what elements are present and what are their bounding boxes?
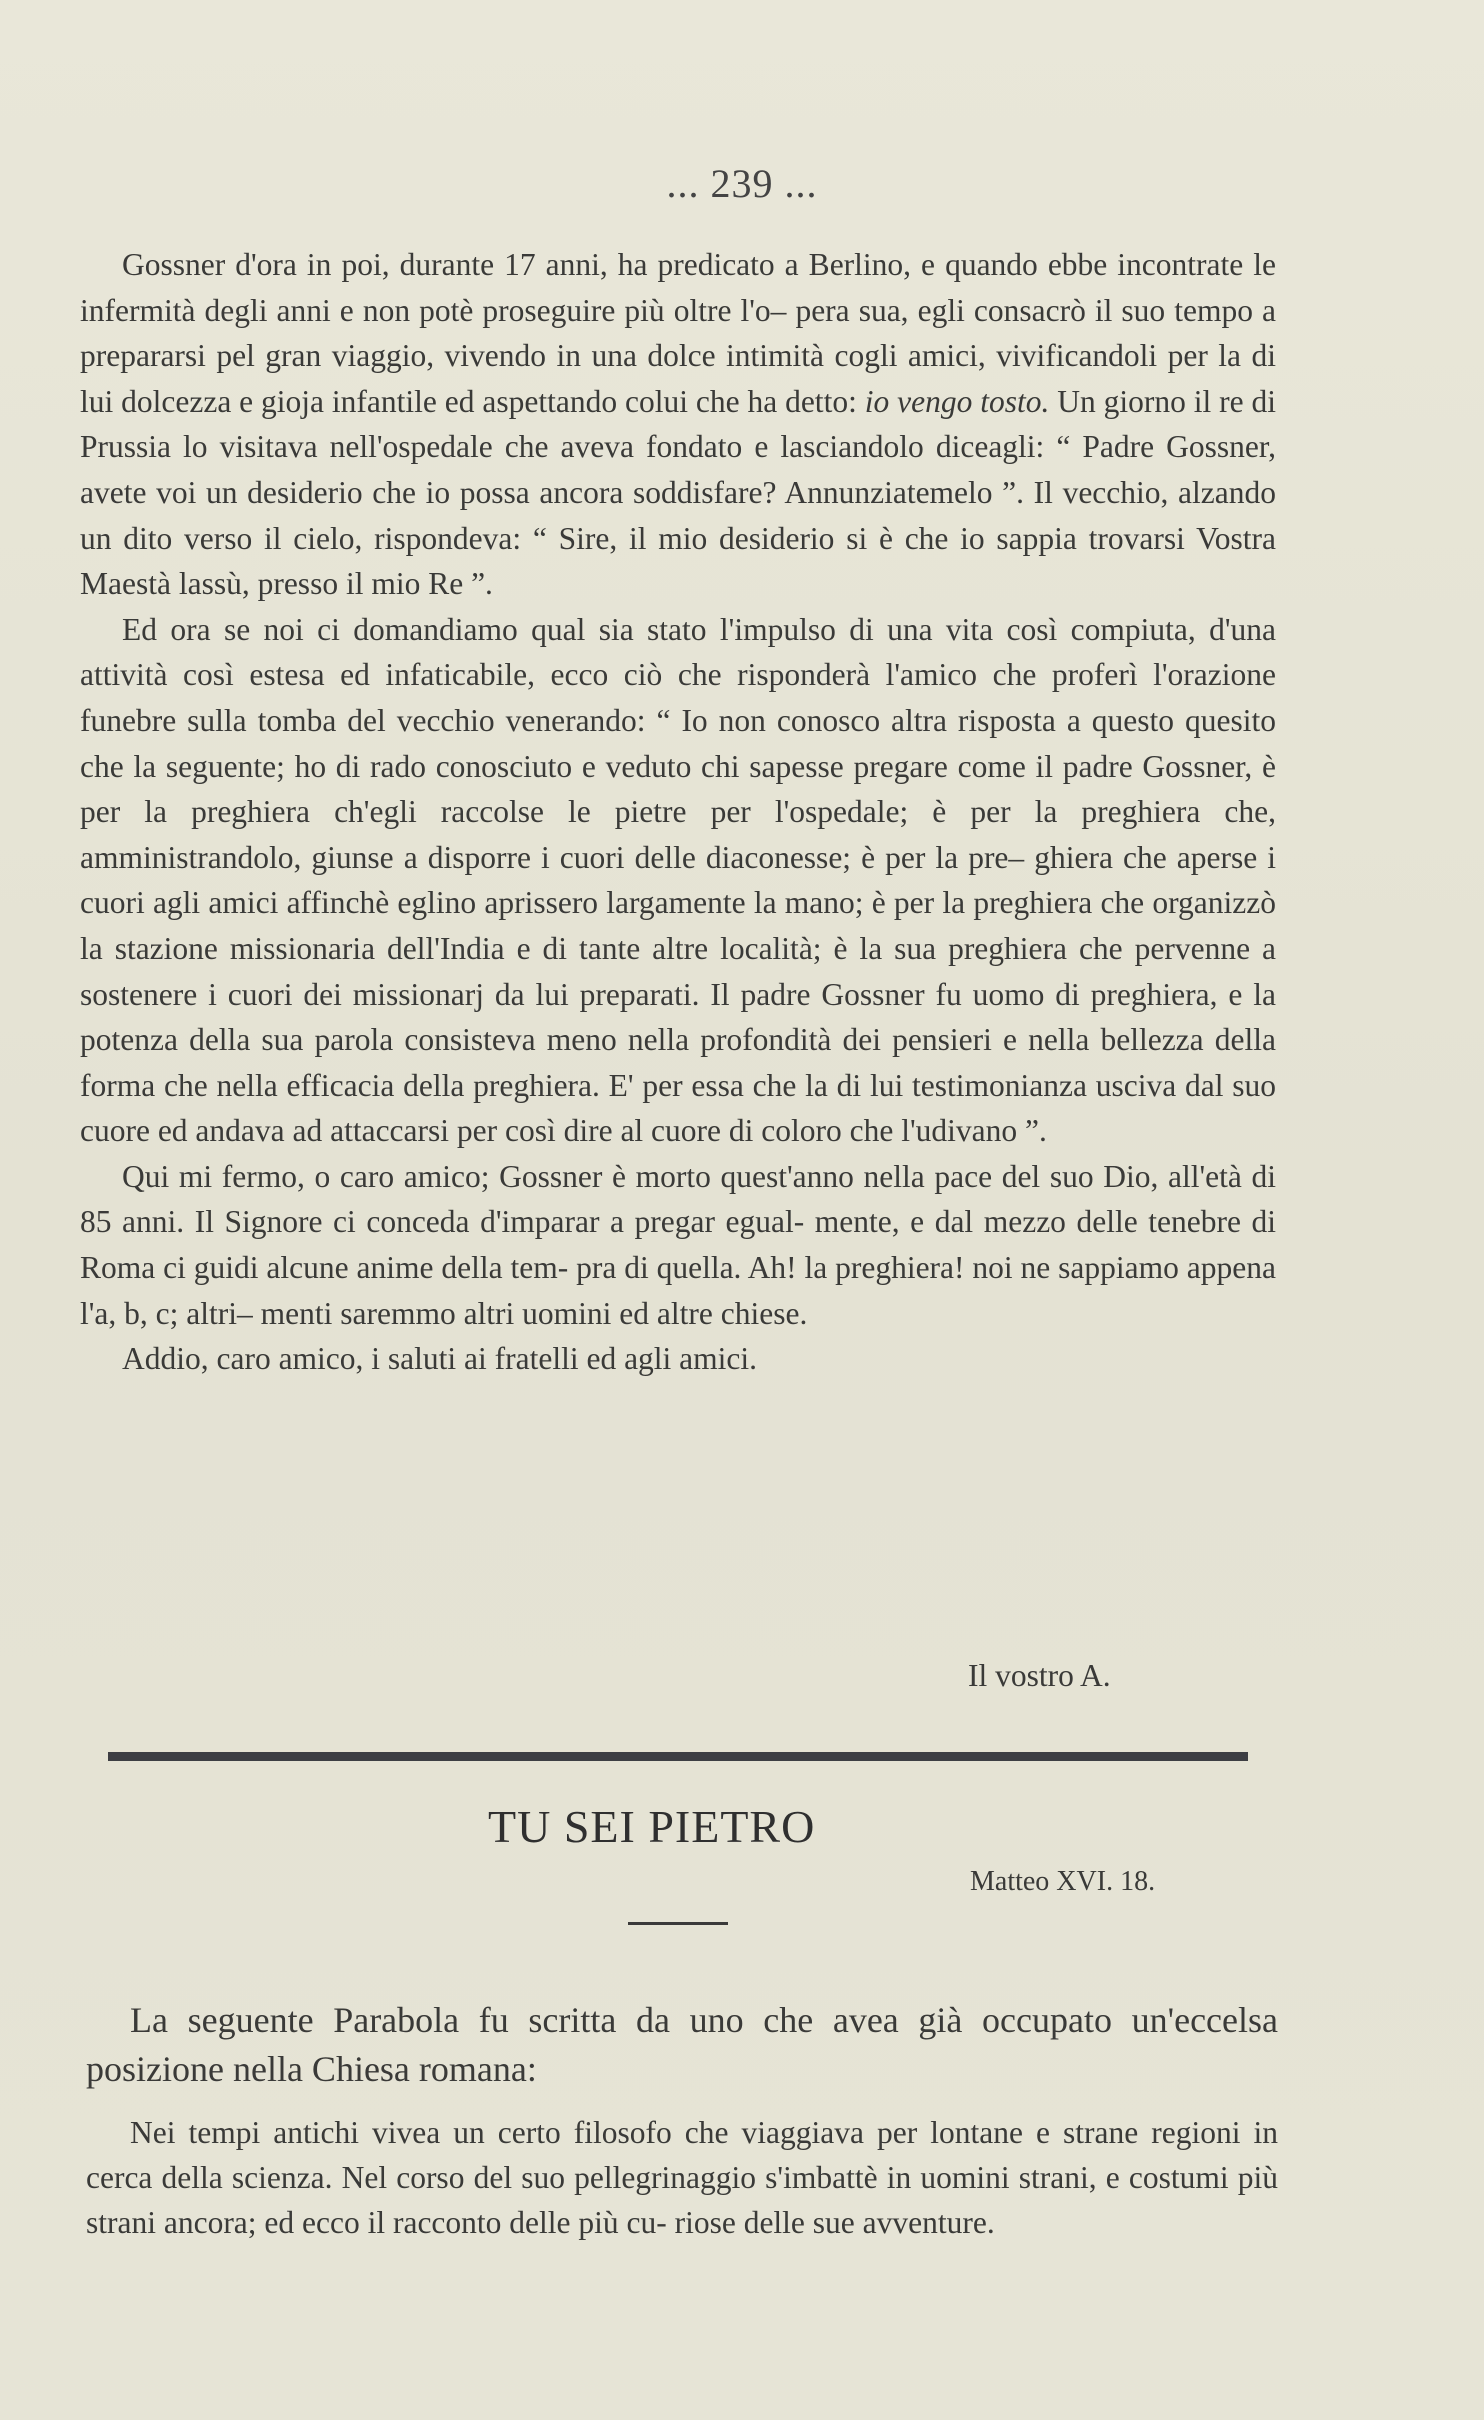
section-divider — [108, 1752, 1248, 1761]
letter-body — [80, 242, 1276, 1382]
quoted-phrase: io vengo tosto. — [864, 383, 1050, 419]
signature: Il vostro A. — [968, 1658, 1111, 1693]
letter-paragraph-4: Addio, caro amico, i saluti ai fratelli ed agli amici. — [122, 1341, 758, 1377]
title-underline — [628, 1922, 728, 1925]
story-paragraph: Nei tempi antichi vivea un certo filosofo che viaggiava per lontane e strane regioni in cerca della scienza. Nel corso del suo pellegrinaggio s'imbattè in uomini strani, e costumi più strani ancora; ed ecco il racconto delle più cu- riose delle sue avventure. — [86, 2115, 1278, 2240]
paragraph-1-text-a: Gossner d'ora in poi, durante 17 anni, ha predicato a Berlino, e quando ebbe incontrate le infermità degli anni e non potè proseguire più oltre l'o– pera sua, egli consacrò il suo tempo a prepararsi pel gran viaggio, vivendo in una dolce intimità cogli amici, vivificandoli per la di lui dolcezza e gioja infantile ed aspettando colui che ha detto: — [80, 247, 1276, 419]
letter-paragraph-3: Qui mi fermo, o caro amico; Gossner è morto quest'anno nella pace del suo Dio, all'età di 85 anni. Il Signore ci conceda d'imparar a pregar egual- mente, e dal mezzo delle tenebre di Roma ci guidi alcune anime della tem- pra di quella. Ah! la preghiera! noi ne sappiamo appena l'a, b, c; altri– menti saremmo altri uomini ed altre chiese. — [80, 1158, 1276, 1331]
letter-paragraph-2: Ed ora se noi ci domandiamo qual sia stato l'impulso di una vita così compiuta, d'una attività così estesa ed infaticabile, ecco ciò che risponderà l'amico che proferì l'orazione funebre sulla tomba del vecchio venerando: “ Io non conosco altra risposta a questo quesito che la seguente; ho di rado conosciuto e veduto chi sapesse pregare come il padre Gossner, è per la preghiera ch'egli raccolse le pietre per l'ospedale; è per la preghiera che, amministrandolo, giunse a disporre i cuori delle diaconesse; è per la pre– ghiera che aperse i cuori agli amici affinchè eglino aprissero largamente la mano; è per la preghiera che organizzò la stazione missionaria dell'India e di tante altre località; è la sua preghiera che pervenne a sostenere i cuori dei missionarj da lui preparati. Il padre Gossner fu uomo di preghiera, e la potenza della sua parola consisteva meno nella profondità dei pensieri e nella bellezza della forma che nella efficacia della preghiera. E' per essa che la di lui testimonianza usciva dal suo cuore ed andava ad attaccarsi per così dire al cuore di coloro che l'udivano ”. — [80, 611, 1276, 1149]
page-number: ... 239 ... — [666, 161, 818, 206]
paragraph-1-text-b: Un giorno il re di Prussia lo visitava nell'ospedale che aveva fondato e lasciandolo diceagli: “ Padre Gossner, avete voi un desiderio che io possa ancora soddisfare? Annunziatemelo ”. Il vecchio, alzando un dito verso il cielo, rispondeva: “ Sire, il mio desiderio si è che io sappia trovarsi Vostra Maestà lassù, presso il mio Re ”. — [80, 383, 1277, 602]
scripture-reference: Matteo XVI. 18. — [970, 1866, 1156, 1897]
section-title: TU SEI PIETRO — [488, 1801, 816, 1852]
section-intro: La seguente Parabola fu scritta da uno che avea già occupato un'eccelsa posizione nella Chiesa romana: — [86, 2000, 1278, 2089]
letter-paragraph-1 — [80, 242, 1276, 607]
